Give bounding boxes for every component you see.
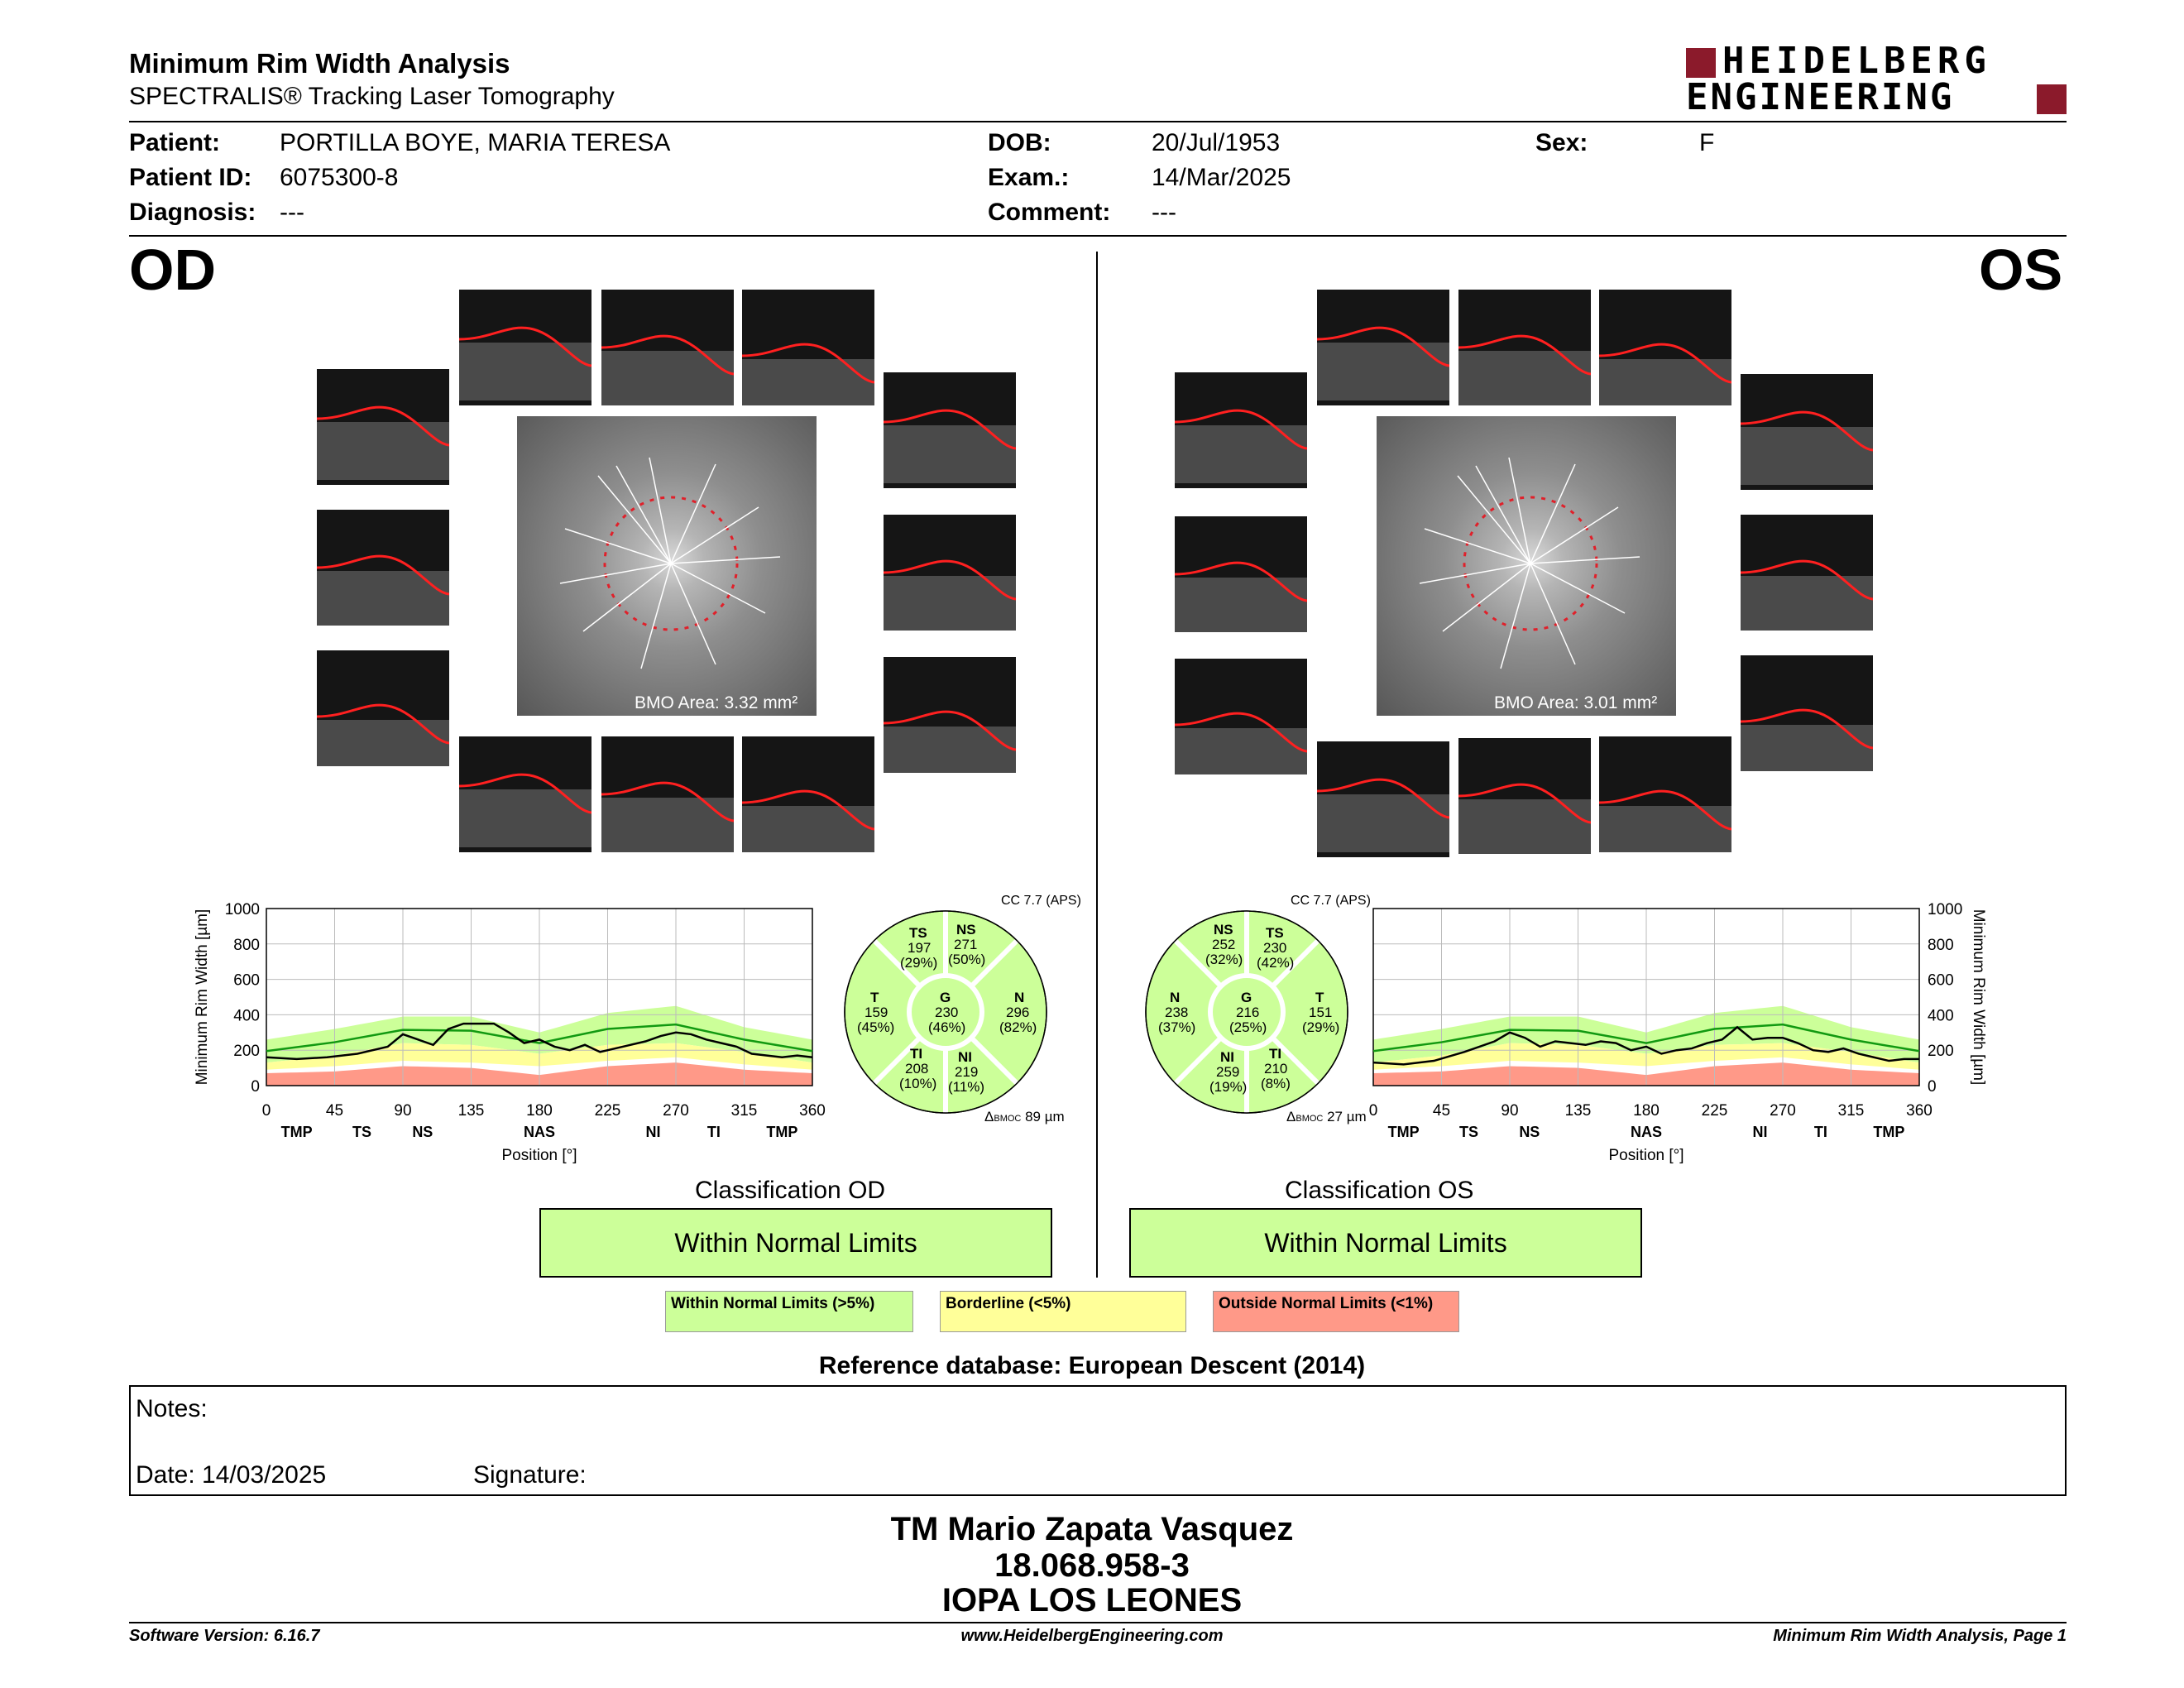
os-bscan [1599,290,1731,405]
os-bmoc: ΔBMOC 27 µm [1286,1109,1367,1125]
os-sector-ti-value: 210 [1264,1061,1288,1077]
os-bscan [1599,736,1731,852]
legend-outside: Outside Normal Limits (<1%) [1213,1291,1459,1332]
signer-clinic: IOPA LOS LEONES [941,1582,1243,1618]
diagnosis-label: Diagnosis: [129,199,256,226]
x-tick-label: 315 [730,1102,758,1120]
y-tick-label: 400 [1928,1007,1954,1025]
os-sector-g-label: G [1241,990,1252,1005]
os-bscan [1741,374,1873,490]
y-tick-label: 600 [1928,971,1954,990]
sector-label: TMP [1873,1124,1905,1140]
y-axis-label: Minimum Rim Width [µm] [194,909,211,1086]
x-tick-label: 270 [663,1102,689,1120]
x-tick-label: 225 [594,1102,621,1120]
od-sector-n-label: N [1014,990,1025,1005]
od-sector-ti-value: 208 [905,1061,929,1077]
exam-label: Exam.: [988,164,1070,191]
sector-label: NS [1519,1124,1540,1140]
od-sector-g-value: 230 [935,1005,959,1020]
x-tick-label: 90 [394,1102,412,1120]
od-bscan [601,736,734,852]
reference-database: Reference database: European Descent (2014) [818,1352,1366,1379]
os-sector-n-label: N [1170,990,1181,1005]
signer-name: TM Mario Zapata Vasquez [890,1511,1294,1547]
os-sector-ts-value: 230 [1263,940,1287,956]
os-sector-ns-pct: (32%) [1205,952,1243,967]
od-sector-ts-pct: (29%) [900,955,938,971]
diagnosis: --- [280,199,304,226]
os-sector-n-value: 238 [1165,1005,1189,1020]
od-bscan [884,657,1016,773]
os-sector-t-value: 151 [1309,1005,1333,1020]
x-tick-label: 0 [261,1102,271,1120]
od-classification-label: Classification OD [695,1177,886,1204]
heidelberg-logo: HEIDELBERG ENGINEERING [1686,43,2067,116]
sector-label: NAS [1630,1124,1663,1140]
od-sector-n-value: 296 [1006,1005,1030,1020]
od-bscan [884,372,1016,488]
y-tick-label: 1000 [224,901,260,918]
os-bscan [1317,290,1449,405]
od-cc: CC 7.7 (APS) [1001,894,1081,908]
logo-square-icon [1686,48,1716,78]
software-version: Software Version: 6.16.7 [129,1627,320,1645]
legend-borderline: Borderline (<5%) [940,1291,1186,1332]
od-sector-ni-pct: (11%) [948,1079,985,1095]
sector-label: TI [1813,1124,1827,1140]
od-sector-t-pct: (45%) [857,1019,895,1035]
signer-rut: 18.068.958-3 [994,1547,1190,1584]
report-title: Minimum Rim Width Analysis [129,48,510,79]
x-tick-label: 45 [325,1102,344,1120]
od-sector-g-pct: (46%) [928,1019,966,1035]
patient-name: PORTILLA BOYE, MARIA TERESA [280,129,671,156]
od-bscan [884,515,1016,631]
os-sector-ni-pct: (19%) [1209,1079,1248,1095]
od-sector-g-label: G [940,990,951,1005]
od-sector-t-label: T [870,990,879,1005]
od-sector-n-pct: (82%) [999,1019,1037,1035]
os-sector-ns-label: NS [1214,922,1233,938]
od-sector-ns-value: 271 [954,937,978,952]
od-bscan [317,369,449,485]
sector-label: TMP [280,1124,313,1140]
sex: F [1699,129,1715,156]
os-sector-ni-label: NI [1220,1049,1234,1065]
y-tick-label: 400 [233,1007,260,1025]
y-tick-label: 200 [233,1043,260,1061]
legend-normal: Within Normal Limits (>5%) [665,1291,913,1332]
x-tick-label: 135 [1564,1102,1592,1120]
footer-page: Minimum Rim Width Analysis, Page 1 [1773,1627,2067,1645]
y-tick-label: 1000 [1928,901,1963,918]
signature-label: Signature: [473,1461,587,1489]
od-bscan [459,290,592,405]
od-sector-ns-label: NS [956,922,976,938]
footer-url[interactable]: www.HeidelbergEngineering.com [960,1627,1224,1645]
os-sector-g-pct: (25%) [1229,1019,1267,1035]
notes-date: Date: 14/03/2025 [136,1461,327,1489]
os-classification-label: Classification OS [1285,1177,1474,1204]
x-tick-label: 0 [1368,1102,1378,1120]
os-bscan [1175,372,1307,488]
report-subtitle: SPECTRALIS® Tracking Laser Tomography [129,83,615,110]
patient-id: 6075300-8 [280,164,399,191]
os-sector-ti-pct: (8%) [1261,1076,1291,1091]
y-tick-label: 200 [1928,1043,1954,1061]
od-title: OD [129,237,216,302]
od-sector-ti-label: TI [910,1046,923,1062]
center-divider [1096,252,1098,1278]
os-sector-ns-value: 252 [1212,937,1236,952]
logo-square-icon [2037,84,2067,114]
notes-label: Notes: [136,1395,208,1422]
os-cc: CC 7.7 (APS) [1291,894,1371,908]
sector-label: TMP [1387,1124,1420,1140]
od-bscan [317,510,449,626]
y-tick-label: 800 [1928,936,1954,954]
x-tick-label: 135 [457,1102,485,1120]
y-tick-label: 600 [233,971,260,990]
od-sector-ni-value: 219 [955,1064,979,1080]
chart-plot-area [1369,901,1987,1164]
od-mrw-chart [190,894,836,1175]
os-bscan [1741,655,1873,771]
os-sector-ts-label: TS [1266,925,1284,941]
dob: 20/Jul/1953 [1152,129,1281,156]
od-sector-ts-value: 197 [908,940,932,956]
sector-label: TS [352,1124,372,1140]
sector-label: NS [412,1124,433,1140]
od-sector-t-value: 159 [864,1005,888,1020]
os-sector-ni-value: 259 [1216,1064,1240,1080]
comment-label: Comment: [988,199,1111,226]
x-axis-label: Position [°] [501,1147,577,1164]
od-bmoc: ΔBMOC 89 µm [984,1109,1065,1125]
sector-label: TI [706,1124,721,1140]
os-bmo-area: BMO Area: 3.01 mm² [1494,693,1658,712]
od-fundus-image [517,416,817,716]
x-tick-label: 360 [1906,1102,1933,1120]
od-bscan [601,290,734,405]
od-sector-ti-pct: (10%) [899,1076,937,1091]
os-sector-t-label: T [1315,990,1324,1005]
os-sector-g-value: 216 [1236,1005,1260,1020]
x-tick-label: 180 [1633,1102,1660,1120]
od-classification-result: Within Normal Limits [539,1208,1052,1278]
os-bscan [1458,738,1591,854]
os-fundus-image [1377,416,1676,716]
os-bscan [1458,290,1591,405]
sector-label: NI [1752,1124,1768,1140]
patient-id-label: Patient ID: [129,164,252,191]
y-axis-label: Minimum Rim Width [µm] [1970,909,1987,1086]
x-tick-label: 360 [799,1102,826,1120]
sector-label: TMP [766,1124,798,1140]
exam-date: 14/Mar/2025 [1152,164,1291,191]
sector-label: NI [645,1124,661,1140]
os-sector-n-pct: (37%) [1158,1019,1196,1035]
comment: --- [1152,199,1176,226]
od-bmo-area: BMO Area: 3.32 mm² [635,693,798,712]
x-tick-label: 225 [1701,1102,1728,1120]
os-classification-result: Within Normal Limits [1129,1208,1642,1278]
od-sector-ns-pct: (50%) [948,952,986,967]
os-sector-ti-label: TI [1269,1046,1282,1062]
os-bscan [1741,515,1873,631]
od-bscan [742,290,874,405]
os-mrw-chart [1357,894,2002,1175]
y-tick-label: 0 [251,1078,260,1096]
os-bscan [1175,516,1307,632]
od-sector-ni-label: NI [958,1049,972,1065]
notes-box [129,1385,2067,1496]
y-tick-label: 0 [1928,1078,1937,1096]
od-bscan [742,736,874,852]
os-sector-ts-pct: (42%) [1257,955,1295,971]
od-sector-ts-label: TS [909,925,927,941]
os-bscan [1317,741,1449,857]
os-title: OS [1979,237,2063,302]
x-tick-label: 180 [526,1102,553,1120]
x-tick-label: 315 [1837,1102,1865,1120]
sector-label: NAS [523,1124,556,1140]
x-axis-label: Position [°] [1608,1147,1684,1164]
chart-plot-area [194,901,826,1164]
os-sector-t-pct: (29%) [1302,1019,1340,1035]
sector-label: TS [1458,1124,1479,1140]
od-bscan [317,650,449,766]
patient-label: Patient: [129,129,221,156]
sex-label: Sex: [1535,129,1588,156]
dob-label: DOB: [988,129,1051,156]
od-bscan [459,736,592,852]
y-tick-label: 800 [233,936,260,954]
x-tick-label: 45 [1432,1102,1451,1120]
os-bscan [1175,659,1307,774]
x-tick-label: 90 [1501,1102,1519,1120]
x-tick-label: 270 [1770,1102,1796,1120]
